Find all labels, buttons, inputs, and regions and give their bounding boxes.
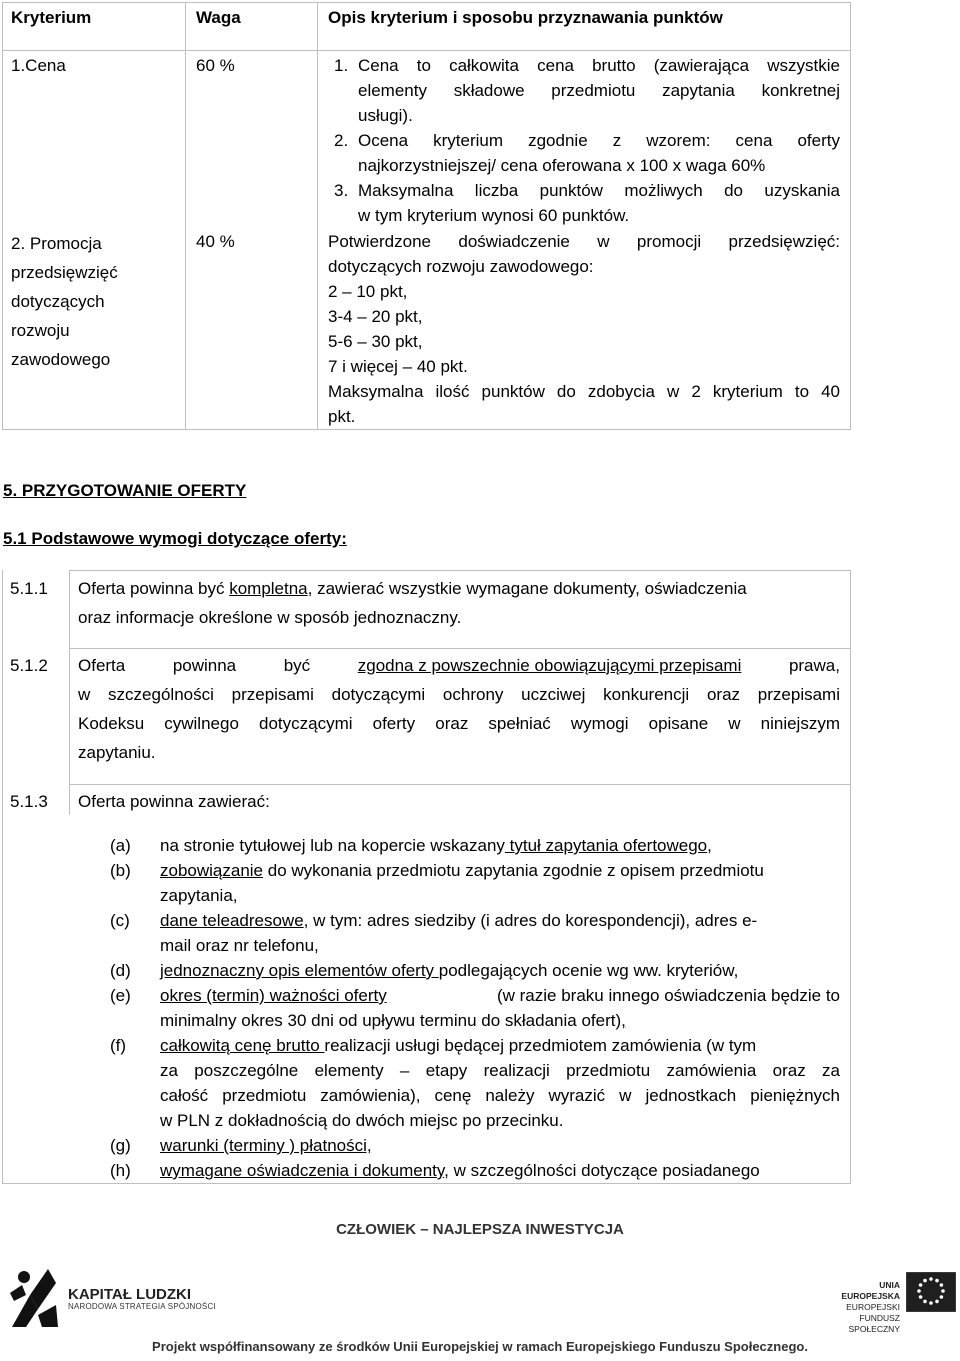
item-f-label: (f) (110, 1036, 127, 1055)
item-c-label: (c) (110, 911, 130, 930)
eu-flag-icon (906, 1272, 956, 1312)
item-e-line1: okres (termin) ważności oferty (w razie braku innego oświadczenia będzie to (160, 986, 840, 1005)
table-col-divider-2 (317, 2, 318, 430)
item-g-label: (g) (110, 1136, 131, 1155)
item-b-label: (b) (110, 861, 131, 880)
item-d-label: (d) (110, 961, 131, 980)
req-border-1 (69, 648, 851, 649)
footer-slogan: CZŁOWIEK – NAJLEPSZA INWESTYCJA (336, 1221, 624, 1238)
req-border-right (850, 570, 851, 1184)
row1-item3-num: 3. (334, 181, 349, 200)
table-col-divider-1 (185, 2, 186, 430)
row2-line1: Potwierdzone doświadczenie w promocji przedsięwzięć: (328, 232, 840, 251)
row2-line4: 3-4 – 20 pkt, (328, 307, 423, 326)
row1-item1-line2: elementy składowe przedmiotu zapytania konkretnej (358, 81, 840, 100)
req-col-divider (69, 570, 70, 815)
row1-item2-line2: najkorzystniejszej/ cena oferowana x 100 x waga 60% (358, 156, 766, 175)
item-d-text: jednoznaczny opis elementów oferty podlegających ocenie wg ww. kryteriów, (160, 961, 739, 980)
row1-item2-num: 2. (334, 131, 349, 150)
req2-line2: w szczególności przepisami dotyczącymi ochrony uczciwej konkurencji oraz przepisami (78, 685, 840, 704)
table-border-bottom (2, 429, 851, 430)
req2-line3: Kodeksu cywilnego dotyczącymi oferty oraz spełniać wymogi opisane w niniejszym (78, 714, 840, 733)
row1-item1-num: 1. (334, 56, 349, 75)
row2-weight: 40 % (196, 232, 235, 251)
req1-line2: oraz informacje określone w sposób jednoznaczny. (78, 608, 462, 627)
header-opis: Opis kryterium i sposobu przyznawania punktów (328, 8, 723, 27)
eu-line1: UNIA EUROPEJSKA (841, 1280, 900, 1301)
row2-line2: dotyczących rozwoju zawodowego: (328, 257, 594, 276)
item-c-line2: mail oraz nr telefonu, (160, 936, 319, 955)
item-f-line3: całość przedmiotu zamówienia), cenę należy wyrazić w jednostkach pieniężnych (160, 1086, 840, 1105)
item-b-line1: zobowiązanie do wykonania przedmiotu zapytania zgodnie z opisem przedmiotu (160, 861, 764, 880)
header-waga: Waga (196, 8, 241, 27)
row1-criterion: 1.Cena (11, 56, 66, 75)
row2-line5: 5-6 – 30 pkt, (328, 332, 423, 351)
req-border-bottom (2, 1183, 851, 1184)
row2-criterion-4: rozwoju (11, 321, 70, 340)
item-f-line1: całkowitą cenę brutto realizacji usługi będącej przedmiotem zamówienia (w tym (160, 1036, 757, 1055)
row1-item1-line3: usługi). (358, 106, 413, 125)
item-c-line1: dane teleadresowe, w tym: adres siedziby (i adres do korespondencji), adres e- (160, 911, 758, 930)
subsection-heading: 5.1 Podstawowe wymogi dotyczące oferty: (3, 529, 347, 548)
row1-item2-line1: Ocena kryterium zgodnie z wzorem: cena oferty (358, 131, 840, 150)
row1-item1-line1: Cena to całkowita cena brutto (zawierająca wszystkie (358, 56, 840, 75)
item-b-line2: zapytania, (160, 886, 238, 905)
req1-line1: Oferta powinna być kompletna, zawierać wszystkie wymagane dokumenty, oświadczenia (78, 579, 747, 598)
eu-line3: FUNDUSZ SPOŁECZNY (848, 1313, 900, 1334)
req-border-2 (69, 784, 851, 785)
item-f-line2: za poszczególne elementy – etapy realizacji przedmiotu zamówienia oraz za (160, 1061, 840, 1080)
eu-text (826, 1280, 900, 1335)
table-border-top (2, 2, 851, 3)
logo-left-title: KAPITAŁ LUDZKI (68, 1286, 192, 1303)
table-border-right (850, 2, 851, 430)
row2-line8: pkt. (328, 407, 356, 426)
row2-criterion-5: zawodowego (11, 350, 111, 369)
item-e-line2: minimalny okres 30 dni od upływu terminu do składania ofert), (160, 1011, 626, 1030)
row2-line3: 2 – 10 pkt, (328, 282, 408, 301)
row2-criterion-2: przedsięwzięć (11, 263, 118, 282)
kapital-ludzki-logo-icon (8, 1265, 60, 1331)
req1-number: 5.1.1 (10, 579, 48, 598)
row2-line7: Maksymalna ilość punktów do zdobycia w 2 kryterium to 40 (328, 382, 840, 401)
row1-item3-line1: Maksymalna liczba punktów możliwych do uzyskania (358, 181, 840, 200)
row1-weight: 60 % (196, 56, 235, 75)
eu-line2: EUROPEJSKI (846, 1302, 900, 1312)
req2-line4: zapytaniu. (78, 743, 156, 762)
req3-number: 5.1.3 (10, 792, 48, 811)
req-border-left (2, 570, 3, 1184)
row2-criterion-3: dotyczących (11, 292, 105, 311)
header-kryterium: Kryterium (11, 8, 92, 27)
req2-number: 5.1.2 (10, 656, 48, 675)
item-h-label: (h) (110, 1161, 131, 1180)
req-border-top (69, 570, 851, 571)
footer-cofinancing-note: Projekt współfinansowany ze środków Unii Europejskiej w ramach Europejskiego Funduszu Społecznego. (152, 1339, 808, 1354)
logo-left-subtitle: NARODOWA STRATEGIA SPÓJNOŚCI (68, 1302, 216, 1311)
item-a-label: (a) (110, 836, 131, 855)
row1-item3-line2: w tym kryterium wynosi 60 punktów. (358, 206, 630, 225)
table-border-left (2, 2, 3, 430)
item-g-text: warunki (terminy ) płatności, (160, 1136, 372, 1155)
section-heading: 5. PRZYGOTOWANIE OFERTY (3, 481, 247, 500)
req3-intro: Oferta powinna zawierać: (78, 792, 270, 811)
item-h-text: wymagane oświadczenia i dokumenty, w szczególności dotyczące posiadanego (160, 1161, 760, 1180)
item-f-line4: w PLN z dokładnością do dwóch miejsc po przecinku. (160, 1111, 564, 1130)
item-a-text: na stronie tytułowej lub na kopercie wskazany tytuł zapytania ofertowego, (160, 836, 712, 855)
table-border-header (2, 50, 851, 51)
item-e-label: (e) (110, 986, 131, 1005)
row2-criterion-1: 2. Promocja (11, 234, 102, 253)
req2-line1: Oferta powinna być zgodna z powszechnie obowiązującymi przepisami prawa, (78, 656, 840, 675)
row2-line6: 7 i więcej – 40 pkt. (328, 357, 468, 376)
